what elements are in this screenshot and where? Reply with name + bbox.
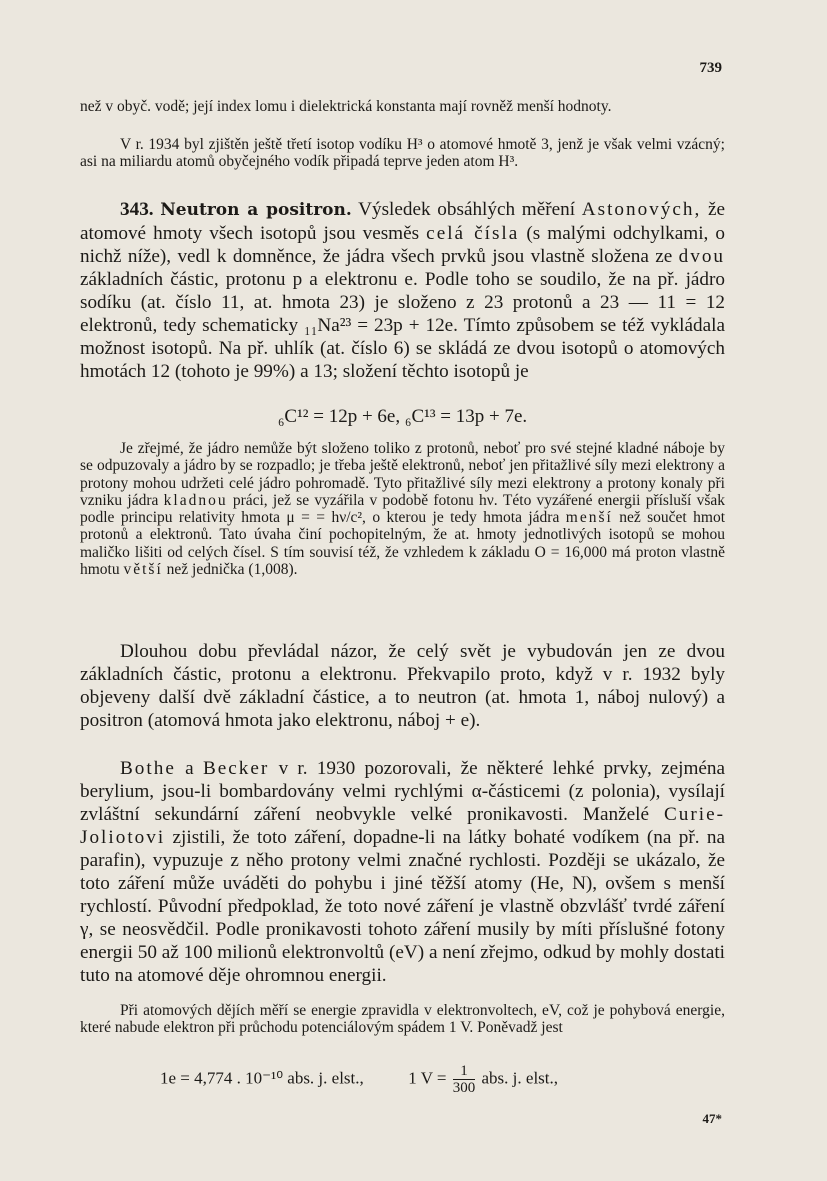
- section-text-b: Astonových,: [581, 199, 702, 220]
- paragraph-4-text-a: Je zřejmé, že jádro nemůže být složeno toliko z protonů, neboť pro své stejné kladné náboje by se odpuzovaly a jádro by se rozpadlo; je třeba ještě elektronů, neboť jen přitažlivé síly mezi elektrony a protony mohou udržeti celé jádro pohromadě. Tyto přitažlivé síly mezi elektrony a protony konaly při vzniku jádra: [80, 440, 725, 509]
- paragraph-4-text-d: menší: [565, 509, 613, 527]
- paragraph-5-text: Dlouhou dobu převládal názor, že celý svět je vybudován jen ze dvou základních částic, protonu a elektronu. Překvapilo proto, když v r. 1932 byly objeveny další dvě základní částice, a to neutron (at. hmota 1, náboj nulový) a positron (atomová hmota jako elektronu, náboj + e).: [80, 641, 725, 731]
- paragraph-2: [80, 136, 725, 171]
- section-343: [80, 198, 725, 383]
- paragraph-6-text-c: Becker: [202, 758, 270, 779]
- fraction: [453, 1063, 476, 1096]
- volt-definition-lhs: 1 V =: [408, 1068, 447, 1088]
- section-title: Neutron a positron.: [160, 200, 352, 220]
- paragraph-4-text-f: větší: [123, 561, 163, 579]
- fraction-denominator: 300: [452, 1080, 476, 1096]
- paragraph-4-text-g: než jednička (1,008).: [166, 561, 298, 579]
- signature-mark: 47*: [702, 1111, 722, 1126]
- paragraph-6-text-b: a: [185, 758, 194, 779]
- paragraph-6-text-d: v r. 1930 pozorovali, že některé lehké prvky, zejména berylium, jsou-li bombardovány velmi rychlými α-částicemi (z polonia), vysílají zvláštní sekundární záření neobvykle velké pronikavosti. Manželé: [80, 758, 726, 825]
- volt-definition-rhs: abs. j. elst.,: [481, 1068, 559, 1088]
- section-text-a: Výsledek obsáhlých měření: [358, 199, 576, 220]
- paragraph-4: [80, 440, 725, 578]
- paragraph-4-text-b: kladnou: [163, 491, 228, 509]
- electron-charge-formula: [160, 1063, 720, 1096]
- paragraph-6-text-f: zjistili, že toto záření, dopadne-li na látky bohaté vodíkem (na př. na parafin), vypuzuje z něho protony velmi značné rychlosti. Později se ukázalo, že toto záření může uváděti do pohybu i jiné těžší atomy (He, N), ovšem s menší rychlostí. Původní předpoklad, že toto nové záření je vlastně obzvlášť tvrdé záření γ, se neosvědčil. Podle pronikavosti tohoto záření musily by míti příslušné fotony energii 50 až 100 milionů elektronvoltů (eV) a není zřejmo, odkud by mohly dostati tuto na atomové děje ohromnou energii.: [80, 827, 725, 986]
- electron-charge-value: 1e = 4,774 . 10⁻¹⁰ abs. j. elst.,: [160, 1068, 364, 1088]
- section-text-f: dvou: [678, 246, 726, 267]
- paragraph-6: [80, 757, 725, 987]
- section-text-c: že atomové hmoty všech isotopů jsou vesměs: [80, 199, 726, 244]
- paragraph-6-text-a: Bothe: [120, 758, 176, 779]
- carbon-isotopes-formula: ₆C¹² = 12p + 6e, ₆C¹³ = 13p + 7e.: [277, 406, 528, 427]
- section-text-g: základních částic, protonu p a elektronu e. Podle toho se soudilo, že na př. jádro sodíku (at. číslo 11, at. hmota 23) je složeno z 23 protonů a 23 — 11 = 12 elektronů, tedy schematicky ₁₁Na²³ = 23p + 12e. Tímto způsobem se též vykládala možnost isotopů. Na př. uhlík (at. číslo 6) se skládá ze dvou isotopů o atomových hmotách 12 (tohoto je 99%) a 13; složení těchto isotopů je: [80, 269, 725, 382]
- section-text-d: celá čísla: [426, 223, 520, 244]
- paragraph-2-text: V r. 1934 byl zjištěn ještě třetí isotop vodíku H³ o atomové hmotě 3, jenž je však velmi vzácný; asi na miliardu atomů obyčejného vodík připadá teprve jeden atom H³.: [80, 136, 725, 171]
- paragraph-1-text: než v obyč. vodě; její index lomu i dielektrická konstanta mají rovněž menší hodnoty.: [80, 98, 612, 115]
- section-number: 343.: [120, 199, 154, 220]
- paragraph-6-text-e: Curie-Joliotovi: [80, 804, 725, 848]
- paragraph-7: [80, 1002, 725, 1037]
- paragraph-7-text: Při atomových dějích měří se energie zpravidla v elektronvoltech, eV, což je pohybová energie, které nabude elektron při průchodu potenciálovým spádem 1 V. Poněvadž jest: [80, 1002, 725, 1037]
- paragraph-5: [80, 640, 725, 732]
- paragraph-1: [80, 98, 725, 115]
- paragraph-4-text-e: než součet hmot protonů a elektronů. Tato úvaha činí pochopitelným, že at. hmoty jednotlivých isotopů se mohou maličko lišiti od celých čísel. S tím souvisí též, že vzhledem k základu O = 16,000 má proton vlastně hmotu: [80, 509, 726, 579]
- section-text-e: (s malými odchylkami, o nichž níže), vedl k domněnce, že jádra všech prvků jsou vlastně složena ze: [80, 223, 726, 267]
- paragraph-4-text-c: práci, jež se vyzářila v podobě fotonu hν. Této vyzářené energii přísluší však podle principu relativity hmota μ = = hν/c², o kterou je tedy hmota jádra: [80, 491, 725, 527]
- fraction-numerator: 1: [453, 1063, 476, 1080]
- page-number: 739: [699, 60, 722, 76]
